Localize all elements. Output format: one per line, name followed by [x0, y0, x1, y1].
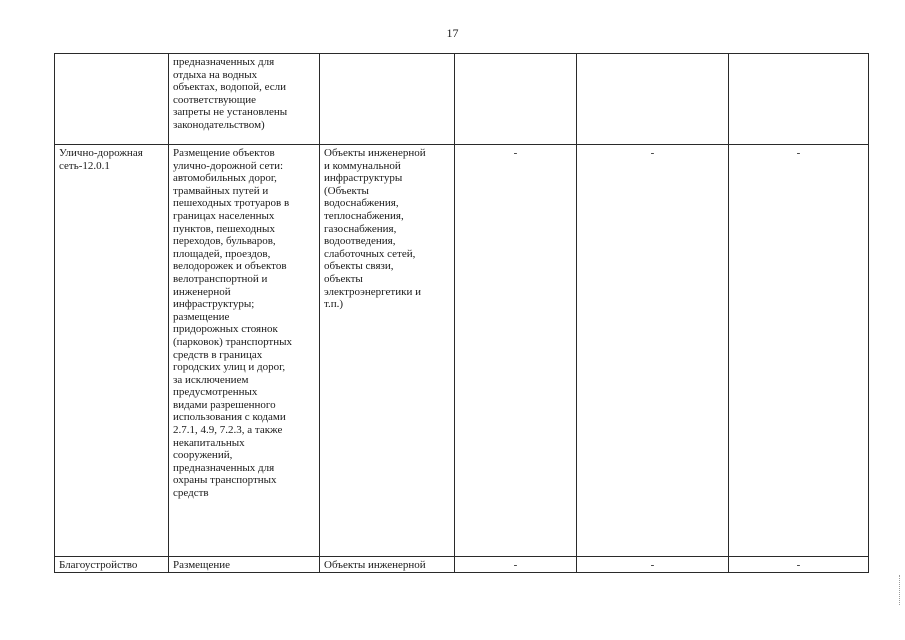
use-type-cell: Улично-дорожная сеть-12.0.1 — [55, 145, 169, 557]
parameter-cell — [577, 54, 729, 145]
table-row — [55, 557, 869, 573]
auxiliary-use-cell — [320, 54, 455, 145]
parameter-cell — [455, 54, 577, 145]
page-number: 17 — [446, 26, 459, 40]
use-description-cell: Размещение — [169, 557, 320, 573]
use-type-cell: Благоустройство — [55, 557, 169, 573]
parameter-cell: - — [729, 557, 869, 573]
parameter-cell: - — [455, 145, 577, 557]
auxiliary-use-cell: Объекты инженерной — [320, 557, 455, 573]
table-row — [55, 54, 869, 145]
table-row — [55, 145, 869, 557]
parameter-cell: - — [455, 557, 577, 573]
land-use-table — [54, 53, 869, 573]
parameter-cell: - — [577, 145, 729, 557]
parameter-cell: - — [577, 557, 729, 573]
use-description-cell: предназначенных для отдыха на водных объектах, водопой, если соответствующие запреты не установлены законодательством) — [169, 54, 320, 145]
auxiliary-use-cell: Объекты инженерной и коммунальной инфраструктуры (Объекты водоснабжения, теплоснабжения, газоснабжения, водоотведения, слаботочных сетей, объекты связи, объекты электроэнергетики и т.п.) — [320, 145, 455, 557]
use-type-cell — [55, 54, 169, 145]
use-description-cell: Размещение объектов улично-дорожной сети: автомобильных дорог, трамвайных путей и пешеходных тротуаров в границах населенных пунктов, пешеходных переходов, бульваров, площадей, проездов, велодорожек и объектов велотранспортной и инженерной инфраструктуры; размещение придорожных стоянок (парковок) транспортных средств в границах городских улиц и дорог, за исключением предусмотренных видами разрешенного использования с кодами 2.7.1, 4.9, 7.2.3, а также некапитальных сооружений, предназначенных для охраны транспортных средств — [169, 145, 320, 557]
scan-edge-mark — [899, 575, 902, 605]
parameter-cell: - — [729, 145, 869, 557]
parameter-cell — [729, 54, 869, 145]
